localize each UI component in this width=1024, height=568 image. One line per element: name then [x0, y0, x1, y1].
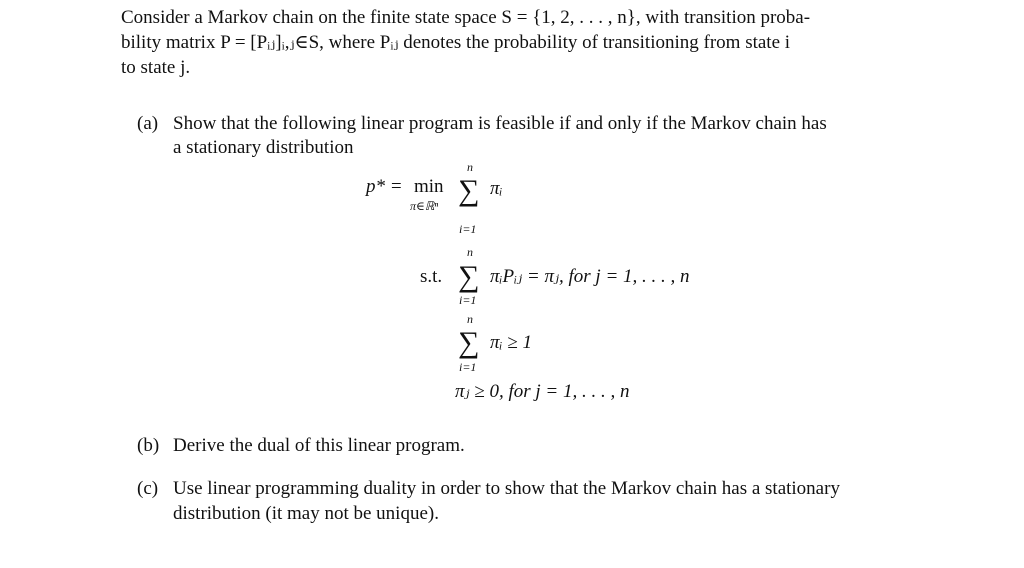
- intro-line-3: to state j.: [121, 57, 191, 78]
- part-a-line-2: a stationary distribution: [173, 137, 354, 158]
- constraint-1: πᵢPᵢⱼ = πⱼ, for j = 1, . . . , n: [490, 266, 690, 287]
- sigma-3: ∑: [458, 326, 480, 359]
- part-b-line-1: Derive the dual of this linear program.: [173, 435, 465, 456]
- sum-top-3: n: [467, 312, 473, 326]
- min-operator: min: [414, 176, 444, 197]
- part-a-label: (a): [137, 113, 159, 134]
- part-c-label: (c): [137, 478, 159, 499]
- intro-line-1: Consider a Markov chain on the finite state space S = {1, 2, . . . , n}, with transition proba-: [121, 7, 811, 28]
- sum-top-2: n: [467, 245, 473, 259]
- constraint-2: πᵢ ≥ 1: [490, 332, 532, 353]
- intro-line-2: bility matrix P = [Pᵢⱼ]ᵢ,ⱼ∈S, where Pᵢⱼ denotes the probability of transitioning from state i: [121, 32, 791, 53]
- objective-lhs: p* =: [366, 176, 403, 197]
- part-c-line-2: distribution (it may not be unique).: [173, 503, 439, 524]
- sum-bottom-3: i=1: [459, 360, 477, 374]
- part-b-label: (b): [137, 435, 160, 456]
- part-a-line-1: Show that the following linear program is feasible if and only if the Markov chain has: [173, 113, 827, 134]
- part-c-line-1: Use linear programming duality in order to show that the Markov chain has a stationary: [173, 478, 840, 499]
- min-subscript: π∈ℝⁿ: [410, 199, 439, 213]
- sum-bottom-2: i=1: [459, 293, 477, 307]
- sigma-2: ∑: [458, 260, 480, 293]
- constraint-3: πⱼ ≥ 0, for j = 1, . . . , n: [455, 381, 630, 402]
- objective-term: πᵢ: [490, 178, 503, 199]
- sigma-1: ∑: [458, 174, 480, 207]
- sum-bottom-1: i=1: [459, 222, 477, 236]
- subject-to: s.t.: [420, 266, 443, 287]
- sum-top-1: n: [467, 160, 473, 174]
